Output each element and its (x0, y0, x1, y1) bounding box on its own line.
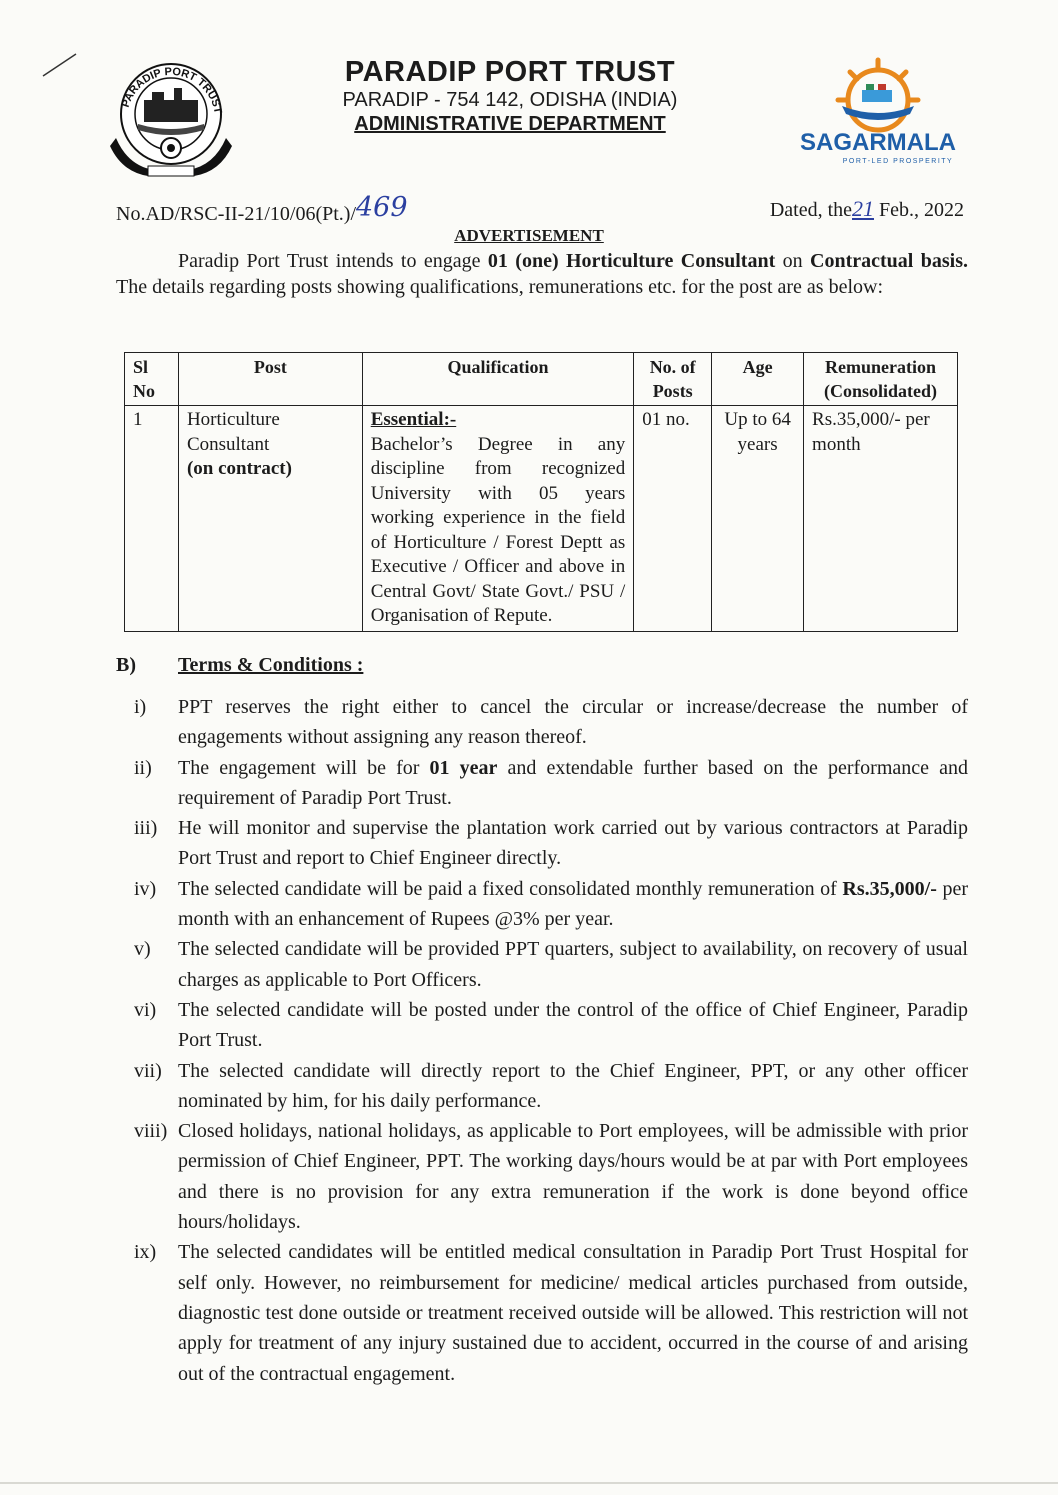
terms-list (134, 692, 968, 1389)
cell-sl: 1 (125, 406, 179, 632)
cell-remuneration: Rs.35,000/- per month (804, 406, 958, 632)
sagarmala-tagline: PORT-LED PROSPERITY (842, 158, 954, 165)
pen-mark (40, 50, 80, 80)
list-item: v) The selected candidate will be provided PPT quarters, subject to availability, on recovery of usual charges as applicable to Port Officers. (134, 938, 968, 991)
qualification-text: Bachelor’s Degree in any discipline from recognized University with 05 years working experience in the field of Horticulture / Forest Deptt as Executive / Officer and above in Central Govt/ State Govt./ PSU / Organisation of Repute. (370, 433, 626, 626)
reference-number (116, 192, 408, 227)
svg-text:PARADIP PORT TRUST: PARADIP PORT TRUST (119, 65, 224, 115)
reference-number-text: No.AD/RSC-II-21/10/06(Pt.)/ (116, 203, 356, 225)
letterhead (250, 56, 770, 136)
cell-age: Up to 64 years (712, 406, 804, 632)
cell-post (178, 406, 362, 632)
organization-title: PARADIP PORT TRUST (344, 56, 676, 88)
list-item: i) PPT reserves the right either to cancel the circular or increase/decrease the number of engagements without assigning any reason thereof. (134, 696, 968, 749)
post-note: (on contract) (186, 458, 292, 479)
sagarmala-logo-text: SAGARMALA (800, 129, 956, 156)
post-name: Horticulture Consultant (186, 409, 280, 455)
date-suffix: Feb., 2022 (874, 199, 964, 221)
handwritten-date-day: 21 (852, 196, 874, 221)
col-header-sl: Sl No (125, 353, 179, 406)
organization-address: PARADIP - 754 142, ODISHA (INDIA) (342, 89, 678, 111)
col-header-age: Age (712, 353, 804, 406)
list-item: vi) The selected candidate will be posted under the control of the office of Chief Engineer, Paradip Port Trust. (134, 998, 968, 1052)
reference-line (116, 190, 964, 226)
advertisement-title: ADVERTISEMENT (454, 226, 604, 245)
list-item: ii) The engagement will be for 01 year and extendable further based on the performance and requirement of Paradip Port Trust. (134, 756, 968, 809)
list-item: vii) The selected candidate will directly report to the Chief Engineer, PPT, or any other officer nominated by him, for his daily performance. (134, 1059, 968, 1112)
col-header-qualification: Qualification (362, 353, 634, 406)
department-name: ADMINISTRATIVE DEPARTMENT (354, 113, 666, 135)
list-item: ix) The selected candidates will be entitled medical consultation in Paradip Port Trust Hospital for self only. However, no reimbursement for medicine/ medical articles purchased from outside, diagnostic test done outside or treatment received outside will be allowed. This restriction will not apply for treatment of any injury sustained due to accident, occurred in the course of and arising out of the contractual engagement. (134, 1241, 968, 1385)
col-header-remuneration: Remuneration (Consolidated) (804, 353, 958, 406)
cell-qualification (362, 406, 634, 632)
handwritten-reference-number: 469 (356, 192, 408, 223)
table-header-row (125, 353, 958, 406)
qualification-label: Essential:- (370, 409, 457, 430)
terms-heading (116, 654, 363, 677)
cell-no-of-posts: 01 no. (634, 406, 712, 632)
paradip-port-trust-seal-logo (108, 56, 234, 182)
sagarmala-logo (778, 56, 978, 176)
list-item: iv) The selected candidate will be paid a fixed consolidated monthly remuneration of Rs.35,000/- per month with an enhancement of Rupees @3% per year. (134, 877, 968, 931)
terms-section-title: Terms & Conditions : (178, 654, 364, 676)
terms-section-label: B) (116, 654, 136, 676)
list-item: viii) Closed holidays, national holidays, as applicable to Port employees, will be admissible with prior permission of Chief Engineer, PPT. The working days/hours would be at par with Port employees and there is no provision for any extra remuneration if the work is done beyond office hours/holidays. (134, 1120, 968, 1234)
date-line (770, 196, 964, 222)
page-bottom-edge (0, 1482, 1058, 1484)
col-header-no-of-posts: No. of Posts (634, 353, 712, 406)
table-row (125, 406, 958, 632)
date-prefix: Dated, the (769, 199, 852, 221)
list-item: iii) He will monitor and supervise the plantation work carried out by various contractors at Paradip Port Trust and report to Chief Engineer directly. (134, 817, 968, 870)
col-header-post: Post (178, 353, 362, 406)
intro-paragraph: Paradip Port Trust intends to engage 01 (one) Horticulture Consultant on Contractual basis. The details regarding posts showing qualifications, remunerations etc. for the post are as below: (116, 250, 968, 298)
posts-table (124, 352, 958, 632)
